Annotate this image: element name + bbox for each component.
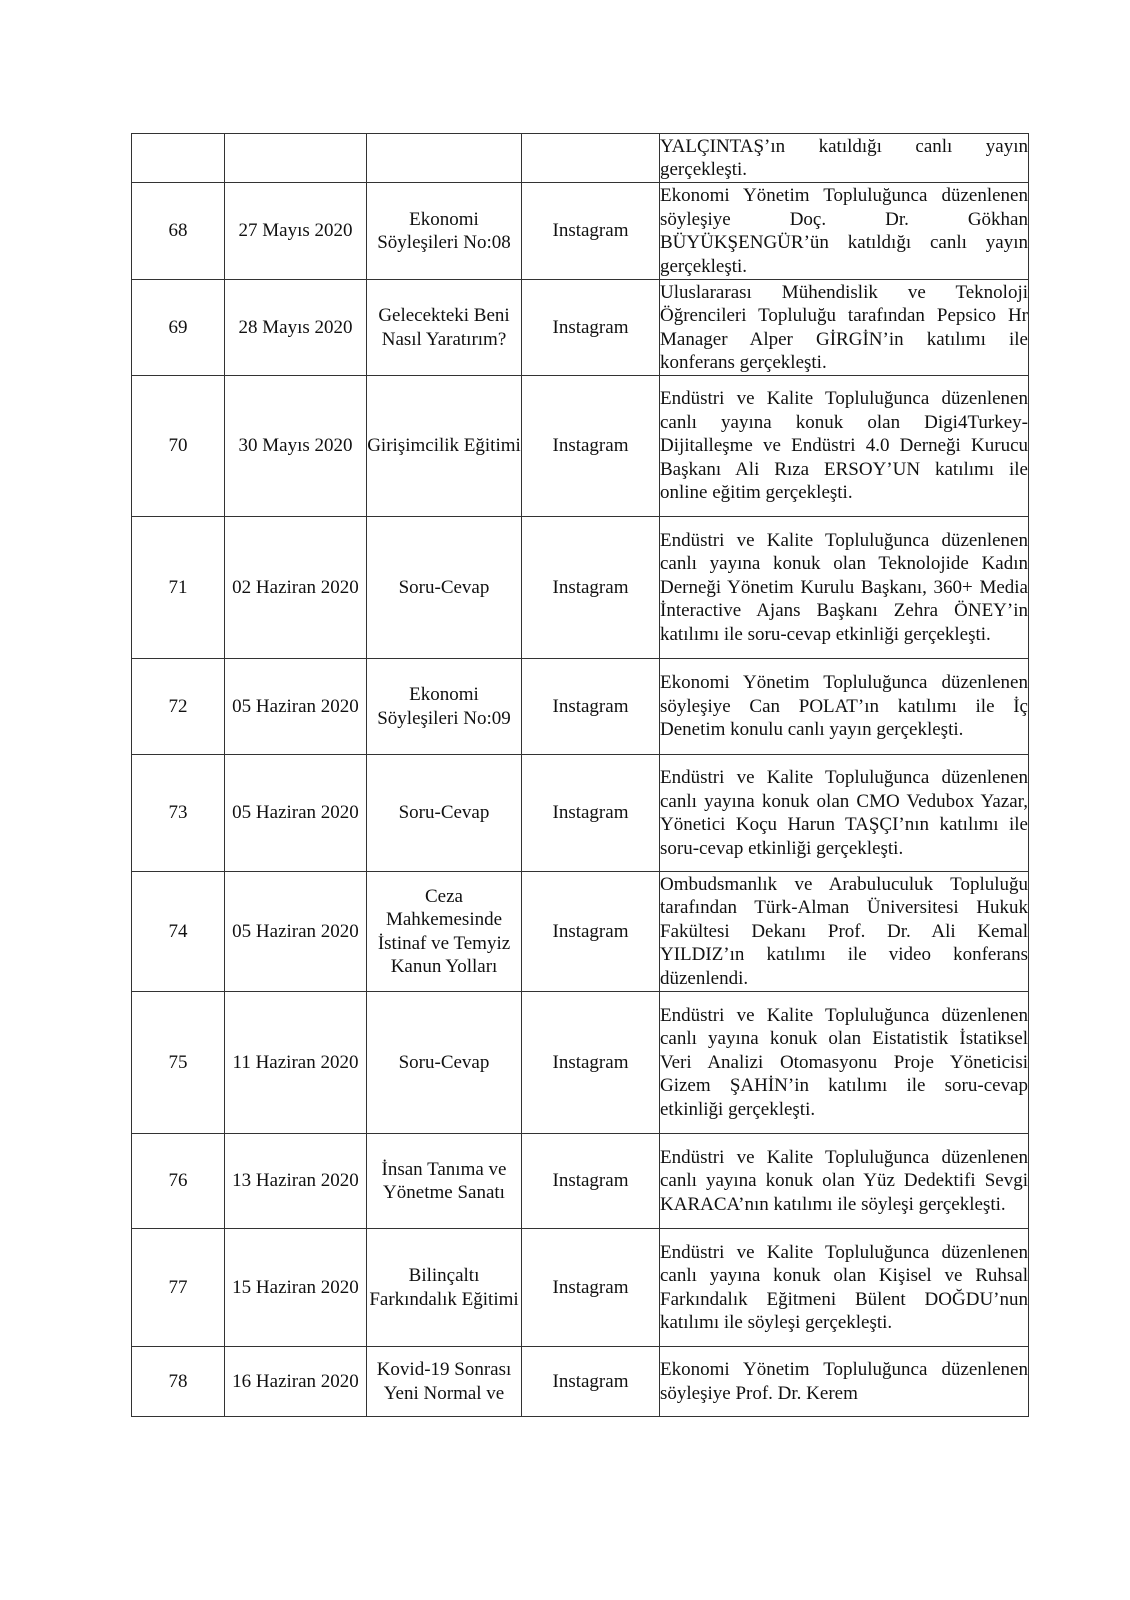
event-title: Soru-Cevap — [367, 755, 522, 872]
event-platform: Instagram — [522, 280, 660, 376]
event-description: YALÇINTAŞ’ın katıldığı canlı yayın gerçekleşti. — [660, 134, 1029, 183]
event-platform: Instagram — [522, 755, 660, 872]
event-date: 15 Haziran 2020 — [225, 1229, 367, 1347]
event-date: 16 Haziran 2020 — [225, 1347, 367, 1417]
event-platform: Instagram — [522, 1134, 660, 1229]
event-platform: Instagram — [522, 992, 660, 1134]
table-row — [132, 183, 1029, 280]
row-number: 77 — [132, 1229, 225, 1347]
table-row — [132, 755, 1029, 872]
event-title: Bilinçaltı Farkındalık Eğitimi — [367, 1229, 522, 1347]
table-row — [132, 1347, 1029, 1417]
event-platform: Instagram — [522, 1229, 660, 1347]
table-row — [132, 1229, 1029, 1347]
event-title: İnsan Tanıma ve Yönetme Sanatı — [367, 1134, 522, 1229]
event-date: 28 Mayıs 2020 — [225, 280, 367, 376]
event-platform — [522, 134, 660, 183]
event-title: Ekonomi Söyleşileri No:09 — [367, 659, 522, 755]
event-description: Ekonomi Yönetim Topluluğunca düzenlenen söyleşiye Doç. Dr. Gökhan BÜYÜKŞENGÜR’ün katıldığı canlı yayın gerçekleşti. — [660, 183, 1029, 280]
row-number: 76 — [132, 1134, 225, 1229]
table-row — [132, 517, 1029, 659]
event-date: 11 Haziran 2020 — [225, 992, 367, 1134]
event-description: Ekonomi Yönetim Topluluğunca düzenlenen söyleşiye Can POLAT’ın katılımı ile İç Denetim konulu canlı yayın gerçekleşti. — [660, 659, 1029, 755]
event-description: Endüstri ve Kalite Topluluğunca düzenlenen canlı yayına konuk olan Digi4Turkey-Dijitalleşme ve Endüstri 4.0 Derneği Kurucu Başkanı Ali Rıza ERSOY’UN katılımı ile online eğitim gerçekleşti. — [660, 376, 1029, 517]
table-row — [132, 659, 1029, 755]
event-platform: Instagram — [522, 1347, 660, 1417]
table-row — [132, 376, 1029, 517]
table-row — [132, 1134, 1029, 1229]
event-title: Girişimcilik Eğitimi — [367, 376, 522, 517]
event-title: Ekonomi Söyleşileri No:08 — [367, 183, 522, 280]
row-number — [132, 134, 225, 183]
event-description: Ombudsmanlık ve Arabuluculuk Topluluğu tarafından Türk-Alman Üniversitesi Hukuk Fakültesi Dekanı Prof. Dr. Ali Kemal YILDIZ’ın katılımı ile video konferans düzenlendi. — [660, 872, 1029, 992]
table-row — [132, 134, 1029, 183]
event-title — [367, 134, 522, 183]
event-date: 30 Mayıs 2020 — [225, 376, 367, 517]
event-platform: Instagram — [522, 659, 660, 755]
events-table — [131, 133, 1029, 1417]
event-description: Uluslararası Mühendislik ve Teknoloji Öğrencileri Topluluğu tarafından Pepsico Hr Manager Alper GİRGİN’in katılımı ile konferans gerçekleşti. — [660, 280, 1029, 376]
event-description: Endüstri ve Kalite Topluluğunca düzenlenen canlı yayına konuk olan CMO Vedubox Yazar, Yönetici Koçu Harun TAŞÇI’nın katılımı ile soru-cevap etkinliği gerçekleşti. — [660, 755, 1029, 872]
row-number: 74 — [132, 872, 225, 992]
table-row — [132, 872, 1029, 992]
row-number: 75 — [132, 992, 225, 1134]
row-number: 78 — [132, 1347, 225, 1417]
event-platform: Instagram — [522, 376, 660, 517]
row-number: 73 — [132, 755, 225, 872]
event-date: 05 Haziran 2020 — [225, 755, 367, 872]
table-row — [132, 280, 1029, 376]
event-date: 05 Haziran 2020 — [225, 872, 367, 992]
event-platform: Instagram — [522, 872, 660, 992]
event-description: Ekonomi Yönetim Topluluğunca düzenlenen söyleşiye Prof. Dr. Kerem — [660, 1347, 1029, 1417]
event-title: Kovid-19 Sonrası Yeni Normal ve — [367, 1347, 522, 1417]
event-date — [225, 134, 367, 183]
row-number: 72 — [132, 659, 225, 755]
event-title: Soru-Cevap — [367, 992, 522, 1134]
event-platform: Instagram — [522, 517, 660, 659]
row-number: 68 — [132, 183, 225, 280]
event-date: 02 Haziran 2020 — [225, 517, 367, 659]
event-title: Soru-Cevap — [367, 517, 522, 659]
event-date: 13 Haziran 2020 — [225, 1134, 367, 1229]
table-row — [132, 992, 1029, 1134]
row-number: 69 — [132, 280, 225, 376]
event-platform: Instagram — [522, 183, 660, 280]
event-title: Ceza Mahkemesinde İstinaf ve Temyiz Kanun Yolları — [367, 872, 522, 992]
row-number: 70 — [132, 376, 225, 517]
event-description: Endüstri ve Kalite Topluluğunca düzenlenen canlı yayına konuk olan Kişisel ve Ruhsal Farkındalık Eğitmeni Bülent DOĞDU’nun katılımı ile söyleşi gerçekleşti. — [660, 1229, 1029, 1347]
event-date: 27 Mayıs 2020 — [225, 183, 367, 280]
event-title: Gelecekteki Beni Nasıl Yaratırım? — [367, 280, 522, 376]
event-date: 05 Haziran 2020 — [225, 659, 367, 755]
event-description: Endüstri ve Kalite Topluluğunca düzenlenen canlı yayına konuk olan Eistatistik İstatiksel Veri Analizi Otomasyonu Proje Yöneticisi Gizem ŞAHİN’in katılımı ile soru-cevap etkinliği gerçekleşti. — [660, 992, 1029, 1134]
row-number: 71 — [132, 517, 225, 659]
event-description: Endüstri ve Kalite Topluluğunca düzenlenen canlı yayına konuk olan Teknolojide Kadın Derneği Yönetim Kurulu Başkanı, 360+ Media İnteractive Ajans Başkanı Zehra ÖNEY’in katılımı ile soru-cevap etkinliği gerçekleşti. — [660, 517, 1029, 659]
event-description: Endüstri ve Kalite Topluluğunca düzenlenen canlı yayına konuk olan Yüz Dedektifi Sevgi KARACA’nın katılımı ile söyleşi gerçekleşti. — [660, 1134, 1029, 1229]
